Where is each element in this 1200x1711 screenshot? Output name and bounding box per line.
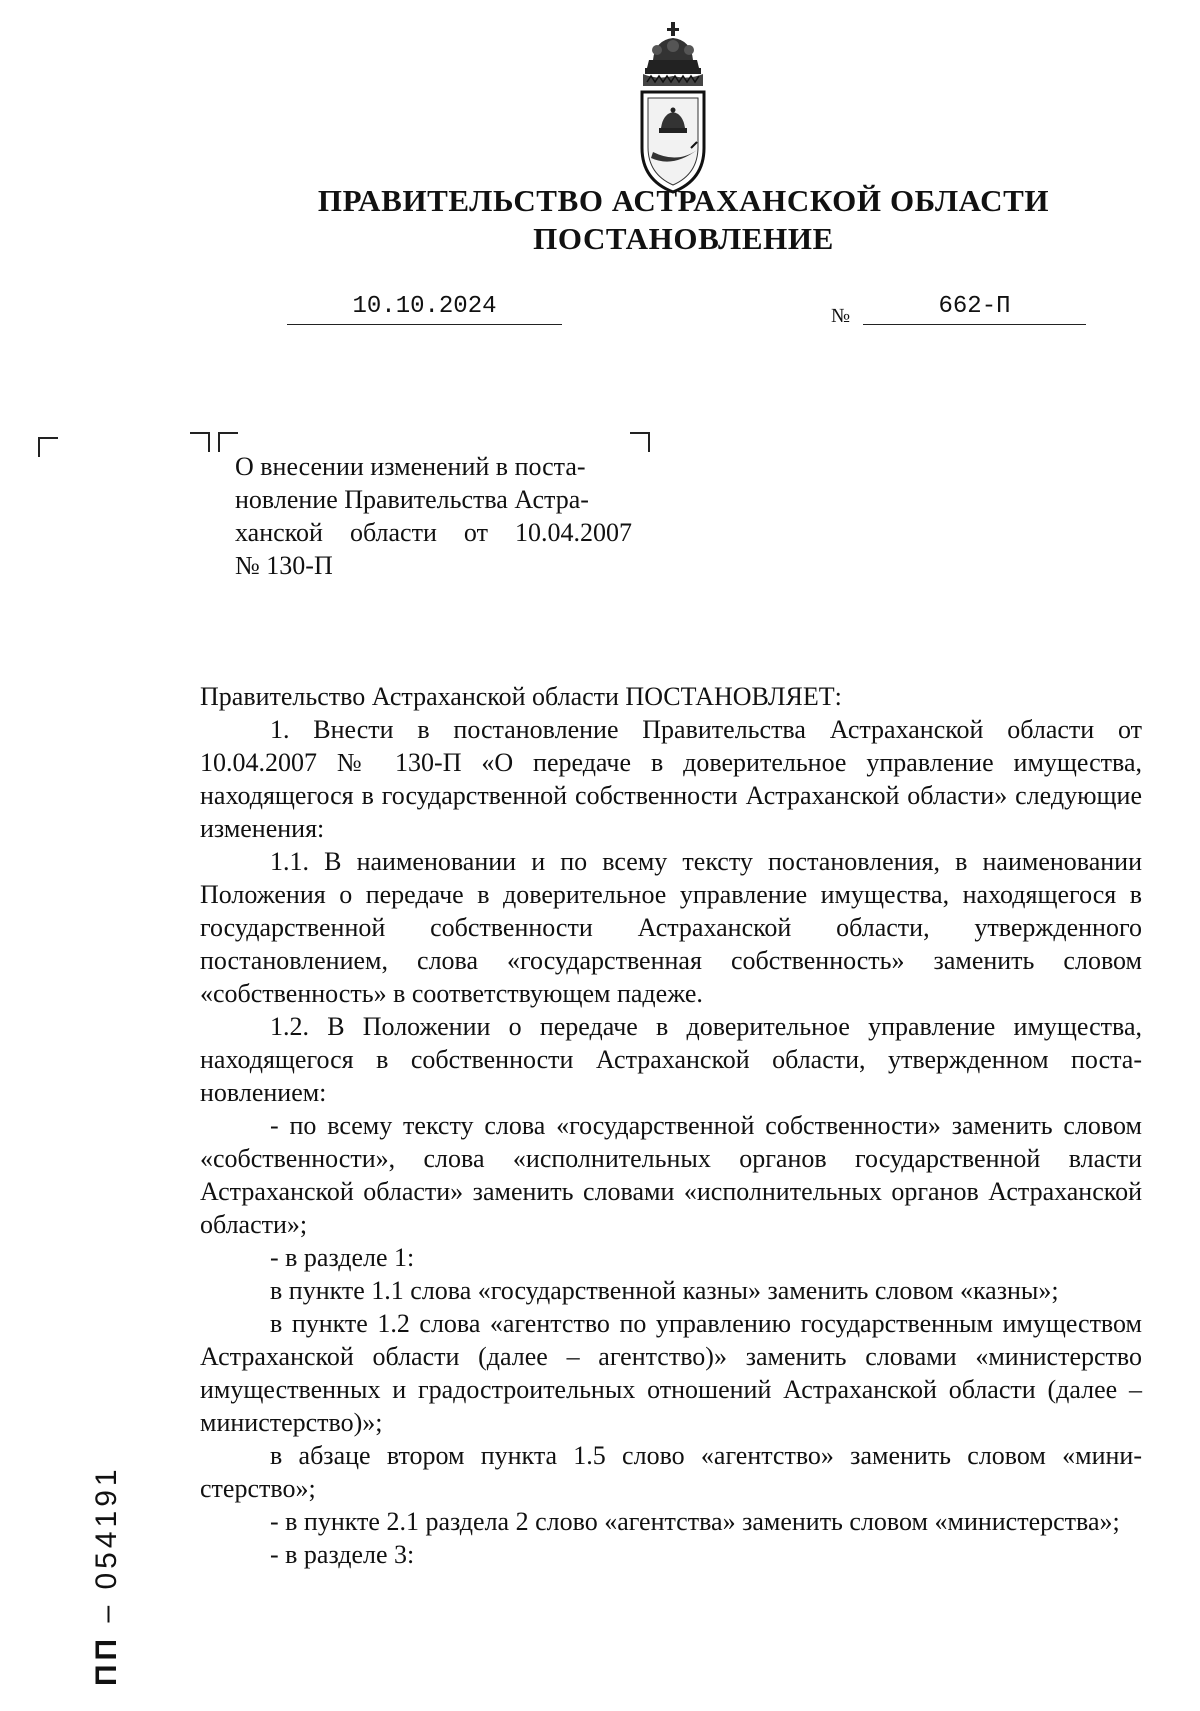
document-header — [160, 182, 1200, 258]
serial-series: ПП — [90, 1634, 123, 1686]
serial-number: 054191 — [90, 1465, 123, 1590]
preamble: Правительство Астраханской области ПОСТАНОВЛЯЕТ: — [200, 682, 842, 711]
body-paragraph: 1.1. В наименовании и по всему тексту постановления, в наименовании Положения о передаче в доверительное управление имущества, находящегося в государственной собственности Астраханской области, утвержденного постановлением, слова «государственная собственность» заменить словом «собственность» в соответствующем падеже. — [200, 847, 1142, 1008]
body-paragraph: - в пункте 2.1 раздела 2 слово «агентства» заменить словом «министерства»; — [270, 1507, 1120, 1536]
margin-serial-code — [90, 1465, 130, 1686]
body-paragraph: 1. Внести в постановление Правительства Астраханской области от 10.04.2007 № 130-П «О передаче в доверительное управление имущества, находящегося в государственной собственности Астраханской области» следующие изменения: — [200, 715, 1142, 843]
subject-line: новление Правительства Астра- — [235, 485, 589, 514]
number-label: № — [831, 305, 851, 327]
subject-corner-mark-left-outer — [190, 432, 210, 452]
subject-line: № 130-П — [235, 551, 333, 580]
subject-line: О внесении изменений в поста- — [235, 452, 586, 481]
subject-line: ханской области от 10.04.2007 — [235, 518, 632, 547]
body-paragraph: в пункте 1.2 слова «агентство по управлению государственным имуществом Астраханской области (далее – агентство)» заменить словами «министерство имущественных и градостроительных отношений Астраханской области (далее – министерство)»; — [200, 1309, 1142, 1437]
coat-of-arms-emblem — [637, 20, 709, 196]
document-type-title: ПОСТАНОВЛЕНИЕ — [533, 221, 834, 256]
body-paragraph: - в разделе 1: — [270, 1243, 415, 1272]
document-date: 10.10.2024 — [287, 292, 562, 325]
subject-corner-mark-left-inner — [218, 432, 238, 452]
serial-separator: – — [90, 1601, 123, 1623]
left-margin-corner-mark — [38, 437, 58, 457]
document-number: 662-П — [863, 292, 1086, 325]
body-paragraph: в пункте 1.1 слова «государственной казны» заменить словом «казны»; — [270, 1276, 1059, 1305]
body-paragraph: - в разделе 3: — [270, 1540, 415, 1569]
body-paragraph: 1.2. В Положении о передаче в доверительное управление имущества, находящегося в собственности Астраханской области, утвержденном постановлением: — [200, 1012, 1142, 1107]
document-subject — [235, 450, 632, 582]
subject-corner-mark-right — [630, 432, 650, 452]
body-paragraph: в абзаце втором пункта 1.5 слово «агентство» заменить словом «министерство»; — [200, 1441, 1142, 1503]
organization-title: ПРАВИТЕЛЬСТВО АСТРАХАНСКОЙ ОБЛАСТИ — [317, 183, 1050, 218]
document-body — [200, 680, 1142, 1571]
body-paragraph: - по всему тексту слова «государственной собственности» заменить словом «собственности», слова «исполнительных органов государственной власти Астраханской области» заменить словами «исполнительных органов Астраханской области»; — [200, 1111, 1142, 1239]
